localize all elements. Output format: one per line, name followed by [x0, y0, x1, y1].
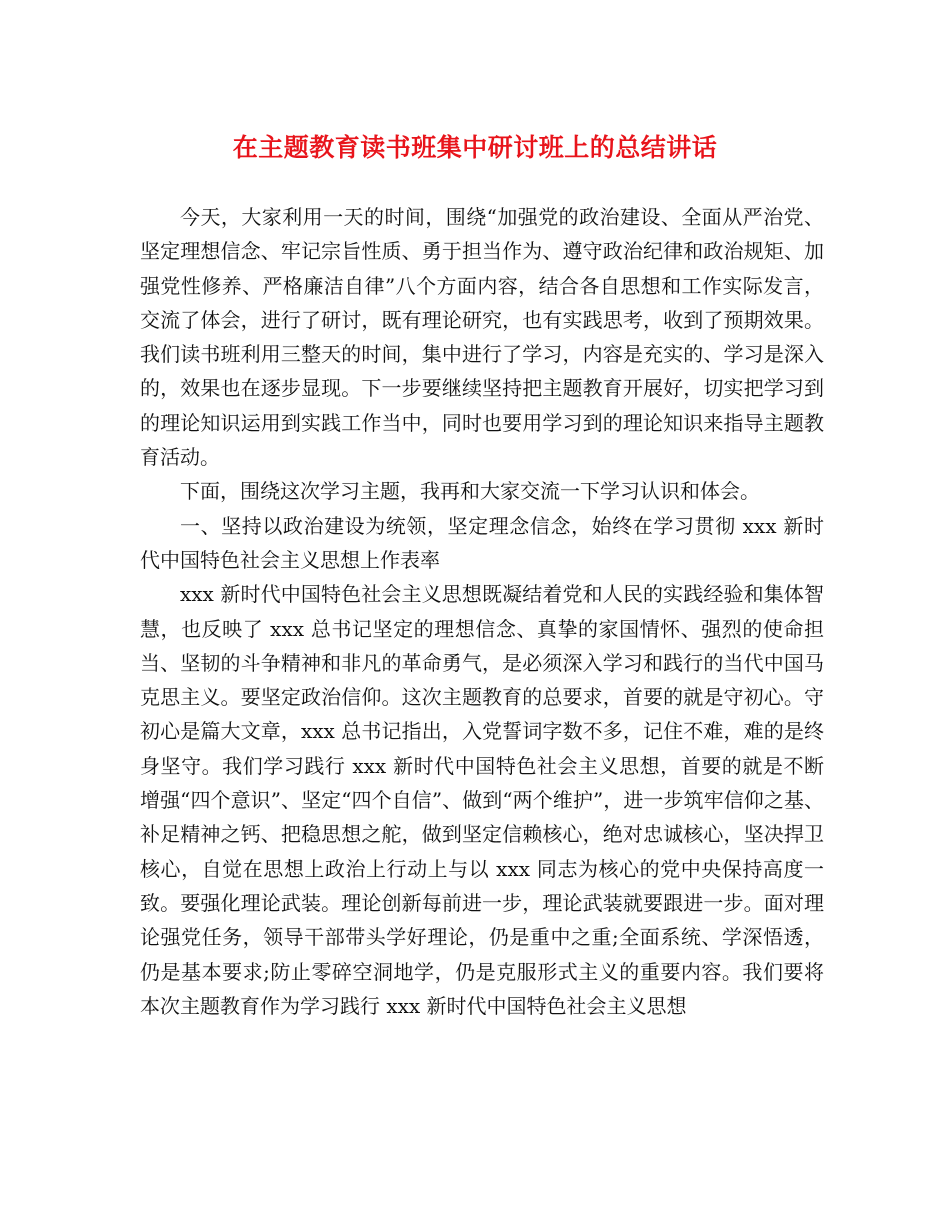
paragraph-section-1: xxx 新时代中国特色社会主义思想既凝结着党和人民的实践经验和集体智慧，也反映了 xxx 总书记坚定的理想信念、真挚的家国情怀、强烈的使命担当、坚韧的斗争精神和非凡的革命勇气，是必须深入学习和践行的当代中国马克思主义。要坚定政治信仰。这次主题教育的总要求，首要的就是守初心。守初心是篇大文章，xxx 总书记指出，入党誓词字数不多，记住不难，难的是终身坚守。我们学习践行 xxx 新时代中国特色社会主义思想，首要的就是不断增强“四个意识”、坚定“四个自信”、做到“两个维护”，进一步筑牢信仰之基、补足精神之钙、把稳思想之舵，做到坚定信赖核心，绝对忠诚核心，坚决捍卫核心，自觉在思想上政治上行动上与以 xxx 同志为核心的党中央保持高度一致。要强化理论武装。理论创新每前进一步，理论武装就要跟进一步。面对理论强党任务，领导干部带头学好理论，仍是重中之重;全面系统、学深悟透，仍是基本要求;防止零碎空洞地学，仍是克服形式主义的重要内容。我们要将本次主题教育作为学习践行 xxx 新时代中国特色社会主义思想	[140, 582, 824, 1018]
document-body	[140, 200, 824, 1023]
paragraph-transition: 下面，围绕这次学习主题，我再和大家交流一下学习认识和体会。	[180, 479, 760, 504]
paragraph-intro: 今天，大家利用一天的时间，围绕“加强党的政治建设、全面从严治党、坚定理想信念、牢记宗旨性质、勇于担当作为、遵守政治纪律和政治规矩、加强党性修养、严格廉洁自律”八个方面内容，结合各自思想和工作实际发言，交流了体会，进行了研讨，既有理论研究，也有实践思考，收到了预期效果。我们读书班利用三整天的时间，集中进行了学习，内容是充实的、学习是深入的，效果也在逐步显现。下一步要继续坚持把主题教育开展好，切实把学习到的理论知识运用到实践工作当中，同时也要用学习到的理论知识来指导主题教育活动。	[140, 205, 824, 470]
document-title: 在主题教育读书班集中研讨班上的总结讲话	[232, 133, 718, 162]
section-heading-1: 一、坚持以政治建设为统领，坚定理念信念，始终在学习贯彻 xxx 新时代中国特色社会主义思想上作表率	[140, 513, 824, 572]
